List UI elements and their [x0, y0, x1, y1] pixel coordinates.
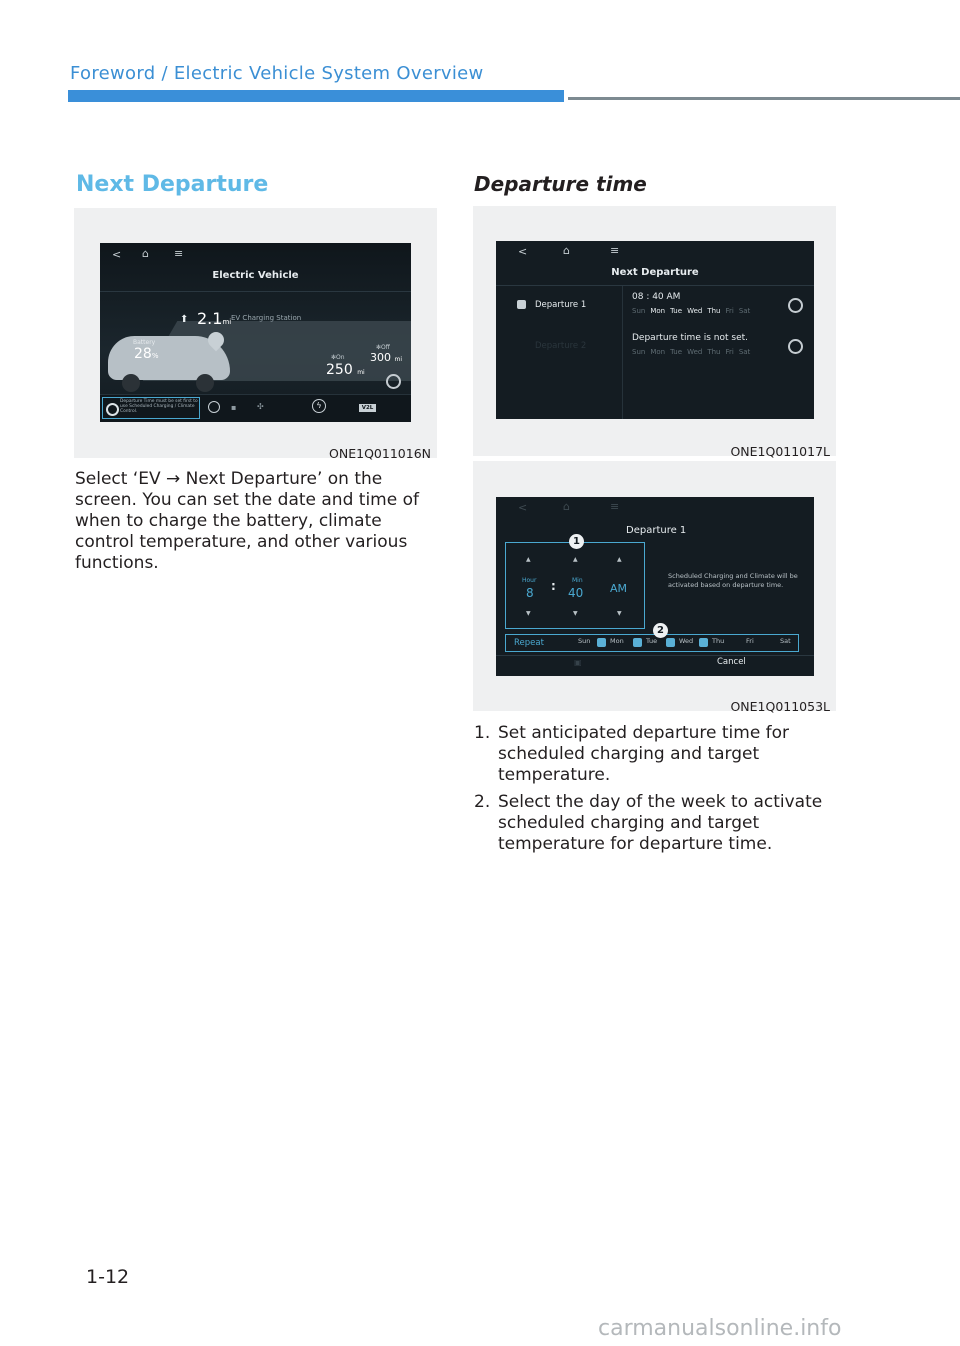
departure-time-heading: Departure time — [474, 172, 647, 196]
charging-icon[interactable]: ϟ — [312, 399, 326, 413]
repeat-day-thu[interactable]: Thu — [712, 637, 725, 645]
day-thu: Thu — [707, 307, 721, 315]
screen-title: Next Departure — [611, 267, 699, 278]
repeat-day-mon[interactable]: Mon — [610, 637, 624, 645]
day-sat: Sat — [738, 307, 751, 315]
list-item — [474, 723, 844, 786]
watermark: carmanualsonline.info — [598, 1316, 842, 1341]
next-departure-screen-figure — [473, 206, 836, 459]
home-icon[interactable]: ⌂ — [563, 244, 570, 257]
next-departure-screen — [496, 241, 814, 419]
day-wed: Wed — [687, 307, 703, 315]
figure-code: ONE1Q011053L — [730, 699, 830, 714]
back-icon[interactable]: < — [112, 248, 122, 261]
home-icon[interactable]: ⌂ — [142, 247, 149, 260]
battery-percent: 28 — [134, 346, 152, 362]
column-divider — [622, 286, 623, 419]
hour-label: Hour — [522, 577, 537, 584]
schedule-icon[interactable] — [208, 401, 220, 413]
ampm-down-icon[interactable]: ▼ — [617, 610, 622, 617]
repeat-label: Repeat — [514, 638, 544, 648]
ev-screen-figure — [74, 208, 437, 461]
step-number: 2. — [474, 792, 491, 812]
home-icon[interactable]: ⌂ — [563, 500, 570, 513]
wheel — [196, 374, 214, 392]
day-mon: Mon — [650, 307, 666, 315]
range-on-unit: mi — [357, 369, 365, 376]
day-checkbox-thu[interactable] — [699, 638, 708, 647]
next-departure-description: Select ‘EV → Next Departure’ on the screen. You can set the date and time of when to charge the battery, climate control temperature, and other various functions. — [75, 469, 419, 573]
day-checkbox-wed[interactable] — [666, 638, 675, 647]
departure-1-time[interactable]: 08 : 40 AM — [632, 292, 681, 302]
ev-screen-title: Electric Vehicle — [212, 270, 299, 281]
time-separator: : — [551, 579, 556, 593]
menu-icon[interactable]: ≡ — [610, 244, 620, 257]
departure-1-label: Departure 1 — [535, 300, 587, 310]
repeat-day-sat[interactable]: Sat — [780, 637, 791, 645]
day-sun: Sun — [632, 348, 646, 356]
departure-2-days — [632, 348, 755, 356]
departure-notice-text: Departure Time must be set first to use Scheduled Charging / Climate Control. — [120, 399, 198, 414]
range-on-label: ✻On — [331, 354, 345, 361]
fan-icon[interactable]: ✣ — [257, 402, 264, 411]
cancel-button[interactable]: Cancel — [717, 657, 746, 667]
range-on — [326, 362, 365, 378]
min-down-icon[interactable]: ▼ — [573, 610, 578, 617]
schedule-info-text: Scheduled Charging and Climate will be activated based on departure time. — [668, 572, 798, 589]
day-tue: Tue — [670, 348, 683, 356]
range-off-value: 300 — [370, 351, 391, 364]
station-label: EV Charging Station — [231, 314, 302, 322]
distance-unit: mi — [222, 318, 232, 326]
screen-title: Departure 1 — [626, 525, 687, 536]
lock-icon[interactable]: ▪ — [231, 403, 237, 412]
departure-2-label: Departure 2 — [535, 341, 587, 351]
save-icon[interactable]: ▣ — [574, 658, 582, 667]
menu-icon[interactable]: ≡ — [610, 500, 620, 513]
day-fri: Fri — [725, 307, 734, 315]
page-number: 1-12 — [86, 1266, 130, 1288]
day-checkbox-mon[interactable] — [597, 638, 606, 647]
header-rule — [568, 97, 960, 100]
hour-value[interactable]: 8 — [526, 586, 534, 600]
range-off-unit: mi — [394, 356, 403, 363]
back-icon[interactable]: < — [518, 245, 528, 258]
navigation-arrow-icon: ⬆ — [180, 314, 189, 325]
step-text: Set anticipated departure time for scheduled charging and target temperature. — [498, 723, 790, 785]
back-icon[interactable]: < — [518, 501, 528, 514]
day-sat: Sat — [738, 348, 751, 356]
hour-down-icon[interactable]: ▼ — [526, 610, 531, 617]
ev-screen — [100, 243, 411, 422]
departure-1-screen — [496, 497, 814, 676]
range-off-label: ✻Off — [376, 344, 390, 351]
departure-2-time[interactable]: Departure time is not set. — [632, 333, 748, 343]
figure-code: ONE1Q011016N — [329, 446, 431, 461]
ampm-value[interactable]: AM — [610, 582, 628, 595]
range-off — [370, 351, 402, 364]
battery-unit: % — [151, 352, 159, 360]
day-thu: Thu — [707, 348, 721, 356]
repeat-days — [496, 637, 814, 649]
divider — [100, 291, 411, 292]
callout-1: 1 — [569, 534, 584, 549]
range-off-text: Off — [381, 344, 390, 351]
v2l-button[interactable]: V2L — [359, 404, 376, 412]
departure-1-checkbox[interactable] — [517, 300, 526, 309]
divider — [496, 655, 814, 656]
departure-1-days — [632, 307, 755, 315]
repeat-day-tue[interactable]: Tue — [646, 637, 658, 645]
wheel — [122, 374, 140, 392]
divider — [496, 285, 814, 286]
day-tue: Tue — [670, 307, 683, 315]
range-on-value: 250 — [326, 362, 353, 378]
min-label: Min — [572, 577, 583, 584]
figure-code: ONE1Q011017L — [730, 444, 830, 459]
header-accent-bar — [68, 90, 564, 102]
departure-1-settings-icon[interactable] — [788, 298, 803, 313]
day-checkbox-tue[interactable] — [633, 638, 642, 647]
departure-1-screen-figure — [473, 461, 836, 714]
day-wed: Wed — [687, 348, 703, 356]
day-mon: Mon — [650, 348, 666, 356]
distance-value: 2.1 — [197, 309, 223, 328]
day-sun: Sun — [632, 307, 646, 315]
departure-2-settings-icon[interactable] — [788, 339, 803, 354]
next-departure-heading: Next Departure — [76, 172, 269, 197]
settings-gear-icon[interactable] — [386, 374, 401, 389]
min-value[interactable]: 40 — [568, 586, 584, 600]
repeat-day-sun[interactable]: Sun — [578, 637, 591, 645]
hour-up-icon[interactable]: ▲ — [526, 556, 531, 563]
section-header-title: Foreword / Electric Vehicle System Overview — [70, 63, 484, 84]
battery-value — [134, 346, 158, 362]
range-on-text: On — [336, 354, 345, 361]
ampm-up-icon[interactable]: ▲ — [617, 556, 622, 563]
min-up-icon[interactable]: ▲ — [573, 556, 578, 563]
list-item — [474, 792, 844, 855]
step-number: 1. — [474, 723, 491, 743]
day-fri: Fri — [725, 348, 734, 356]
repeat-day-fri[interactable]: Fri — [746, 637, 754, 645]
callout-2: 2 — [653, 623, 668, 638]
menu-icon[interactable]: ≡ — [174, 247, 184, 260]
battery-label: Battery — [133, 339, 156, 346]
step-text: Select the day of the week to activate scheduled charging and target temperature for departure time. — [498, 792, 823, 854]
distance-to-station — [197, 309, 231, 328]
clock-icon — [106, 403, 119, 416]
repeat-day-wed[interactable]: Wed — [679, 637, 694, 645]
